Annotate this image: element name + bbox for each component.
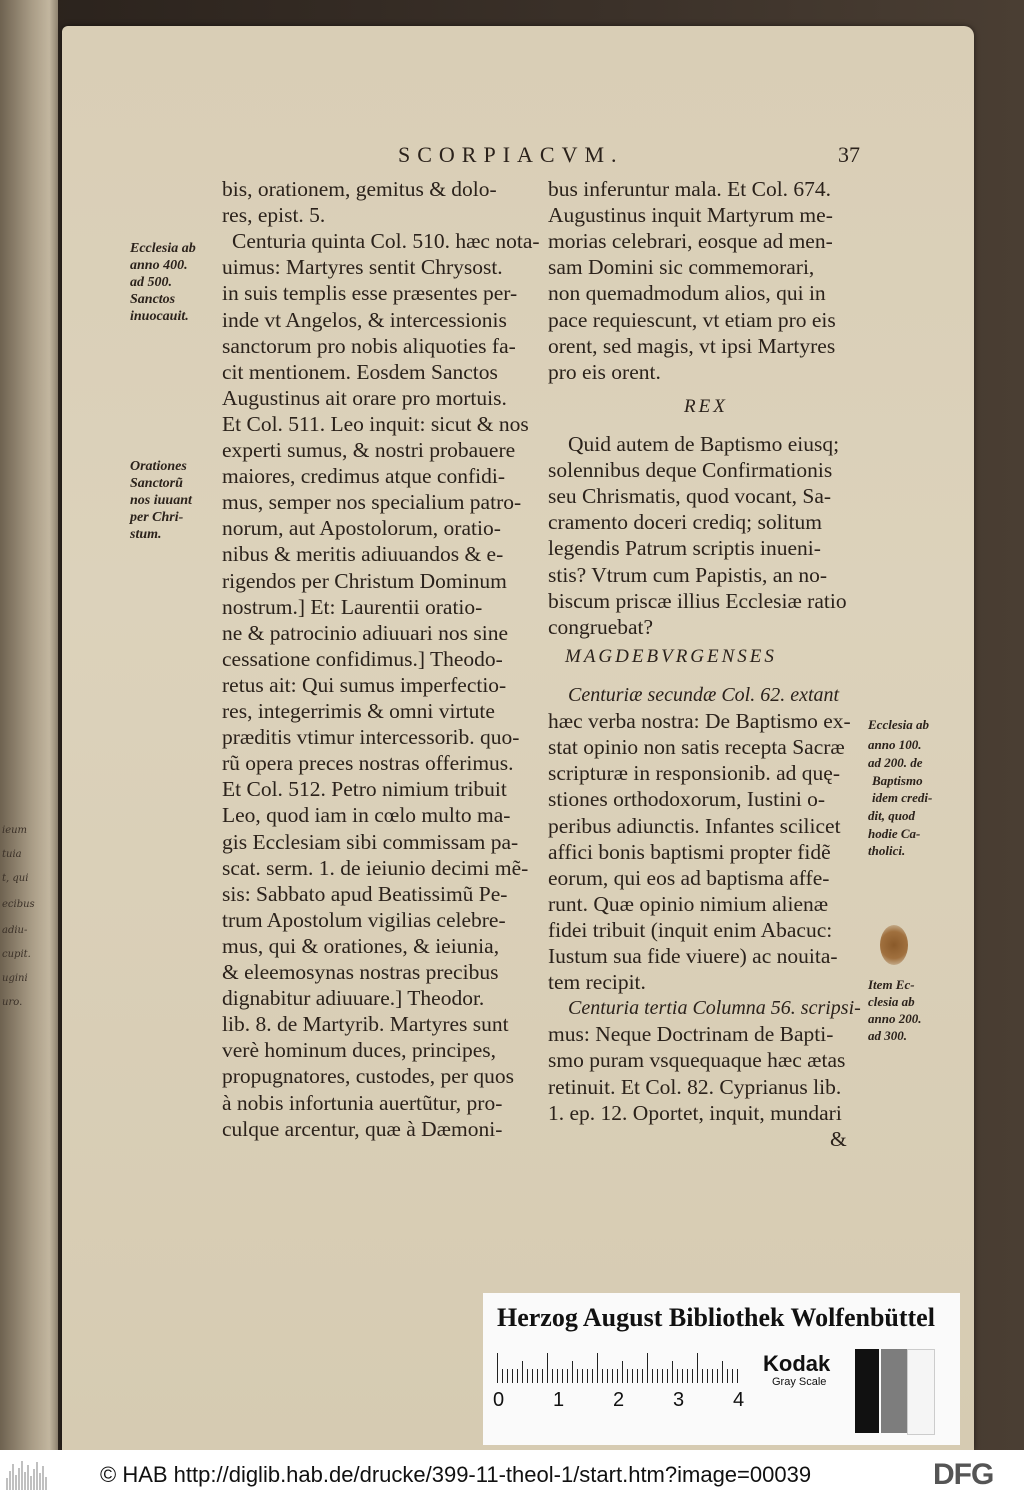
ruler-tick	[562, 1369, 563, 1383]
text-line: verè hominum duces, principes,	[222, 1038, 497, 1063]
text-line: sanctorum pro nobis aliquoties fa-	[222, 333, 516, 358]
margin-note: tholici.	[868, 843, 906, 858]
kodak-logo: Kodak	[763, 1351, 831, 1376]
text-line: rũ opera preces nostras offerimus.	[222, 751, 514, 776]
text-line: præditis vtimur intercessorib. quo-	[222, 725, 520, 750]
ruler-tick	[642, 1369, 643, 1383]
text-line: Centuriæ secundæ Col. 62. extant	[568, 684, 840, 706]
margin-note: nos iuuant	[130, 493, 192, 508]
text-line: affici bonis baptismi propter fidẽ	[548, 839, 831, 864]
text-line: Leo, quod iam in cœlo multo ma-	[222, 803, 511, 828]
footer-bar	[0, 1450, 1024, 1498]
text-line: gis Ecclesiam sibi commissam pa-	[222, 829, 519, 854]
ruler-number: 4	[733, 1389, 745, 1411]
margin-note: Sanctorũ	[130, 476, 183, 491]
gray-scale-label: Gray Scale	[772, 1376, 827, 1388]
barcode-bar	[39, 1473, 41, 1490]
text-line: Augustinus inquit Martyrum me-	[548, 203, 833, 228]
margin-note: inuocauit.	[130, 309, 189, 324]
text-line: Centuria tertia Columna 56. scripsi-	[568, 997, 861, 1020]
ruler-tick	[727, 1369, 728, 1383]
margin-note: Orationes	[130, 459, 187, 474]
ruler-tick	[637, 1369, 638, 1383]
barcode-bar	[18, 1468, 20, 1490]
barcode-bar	[24, 1472, 26, 1490]
text-line: Centuria quinta Col. 510. hæc nota-	[232, 229, 540, 254]
text-line: Augustinus ait orare pro mortuis.	[222, 385, 507, 410]
ruler-tick	[737, 1369, 738, 1383]
margin-note: anno 200.	[868, 1011, 922, 1026]
text-line: mus: Neque Doctrinam de Bapti-	[548, 1022, 834, 1047]
library-name: Herzog August Bibliothek Wolfenbüttel	[497, 1303, 935, 1332]
text-line: rigendos per Christum Dominum	[222, 568, 507, 593]
paper-stain	[880, 925, 908, 965]
margin-note: ad 200. de	[868, 755, 923, 770]
margin-note: stum.	[130, 527, 162, 542]
ruler-tick	[622, 1361, 623, 1383]
ruler-tick	[677, 1369, 678, 1383]
ruler-tick	[507, 1369, 508, 1383]
text-line: tem recipit.	[548, 970, 646, 995]
ruler-number: 0	[493, 1389, 505, 1411]
text-line: Et Col. 511. Leo inquit: sicut & nos	[222, 411, 529, 436]
text-line: seu Chrismatis, quod vocant, Sa-	[548, 484, 832, 509]
text-line: pro eis orent.	[548, 359, 661, 384]
barcode-bar	[33, 1469, 35, 1490]
text-line: & eleemosynas nostras precibus	[222, 960, 499, 984]
text-line: fidei tribuit (inquit enim Abacuc:	[548, 917, 833, 942]
text-line: retus ait: Qui sumus imperfectio-	[222, 672, 507, 697]
text-line: 1. ep. 12. Oportet, inquit, mundari	[548, 1100, 842, 1125]
text-line: in suis templis esse præsentes per-	[222, 281, 518, 306]
text-line: lib. 8. de Martyrib. Martyres sunt	[222, 1012, 509, 1037]
text-line: stiones orthodoxorum, Iustini o-	[548, 787, 826, 812]
text-line: ne & patrocinio adiuuari nos sine	[222, 620, 508, 645]
ruler-tick	[627, 1369, 628, 1383]
text-line: cessatione confidimus.] Theodo-	[222, 646, 503, 671]
ruler-tick	[547, 1353, 548, 1383]
text-line: bis, orationem, gemitus & dolo-	[222, 177, 497, 201]
ruler-tick	[572, 1361, 573, 1383]
ruler-tick	[707, 1369, 708, 1383]
text-line: runt. Quæ opinio nimium alienæ	[548, 891, 829, 916]
ruler-tick	[512, 1369, 513, 1383]
ruler-tick	[697, 1353, 698, 1383]
ruler-number: 3	[673, 1389, 685, 1411]
barcode-bar	[21, 1461, 23, 1490]
text-line: uimus: Martyres sentit Chrysost.	[222, 255, 503, 280]
magdeburgenses-heading: MAGDEBVRGENSES	[565, 646, 777, 667]
text-line: legendis Patrum scriptis inueni-	[548, 536, 821, 561]
text-line: nostrum.] Et: Laurentii oratio-	[222, 594, 483, 619]
margin-note: hodie Ca-	[868, 826, 921, 841]
ruler-tick	[557, 1369, 558, 1383]
text-line: cit mentionem. Eosdem Sanctos	[222, 359, 498, 384]
ruler-number: 1	[553, 1389, 565, 1411]
ruler-tick	[612, 1369, 613, 1383]
margin-note: clesia ab	[868, 994, 915, 1009]
barcode-bar	[15, 1475, 17, 1490]
text-line: norum, aut Apostolorum, oratio-	[222, 516, 501, 541]
ruler-tick	[672, 1361, 673, 1383]
text-line: res, epist. 5.	[222, 203, 326, 228]
text-line: culque arcentur, quæ à Dæmoni-	[222, 1116, 503, 1141]
text-line: maiores, credimus atque confidi-	[222, 464, 505, 489]
ruler-tick	[722, 1361, 723, 1383]
left-page-edge	[0, 0, 58, 1450]
text-line: bus inferuntur mala. Et Col. 674.	[548, 177, 832, 201]
page-number: 37	[838, 142, 860, 167]
text-line: dignabitur adiuuare.] Theodor.	[222, 986, 485, 1011]
text-line: inde vt Angelos, & intercessionis	[222, 307, 507, 332]
text-line: congruebat?	[548, 614, 654, 639]
left-page-fragment: t, qui	[2, 873, 29, 884]
barcode-bar	[36, 1462, 38, 1490]
ruler-tick	[617, 1369, 618, 1383]
text-line: &	[830, 1126, 847, 1151]
ruler-tick	[712, 1369, 713, 1383]
margin-note: ad 300.	[868, 1028, 907, 1043]
ruler-tick	[582, 1369, 583, 1383]
barcode-bar	[30, 1476, 32, 1490]
text-line: trum Apostolum vigilias celebre-	[222, 907, 506, 932]
text-line: scat. serm. 1. de ieiunio decimi mẽ-	[222, 855, 529, 880]
book-page	[62, 26, 974, 1450]
left-page-fragment: cupit.	[2, 949, 31, 960]
ruler-tick	[522, 1361, 523, 1383]
ruler-tick	[717, 1369, 718, 1383]
running-header: SCORPIACVM.	[398, 142, 624, 167]
left-page-fragment: ecibus	[2, 899, 35, 910]
ruler-tick	[587, 1369, 588, 1383]
ruler-tick	[532, 1369, 533, 1383]
text-line: hæc verba nostra: De Baptismo ex-	[548, 709, 851, 734]
scale-ruler	[497, 1345, 747, 1383]
ruler-tick	[692, 1369, 693, 1383]
barcode-bar	[9, 1471, 11, 1490]
text-line: nibus & meritis adiuuandos & e-	[222, 542, 504, 567]
ruler-tick	[687, 1369, 688, 1383]
text-line: à nobis infortunia auertũtur, pro-	[222, 1090, 503, 1115]
text-line: orent, sed magis, vt ipsi Martyres	[548, 333, 836, 358]
text-line: mus, qui & orationes, & ieiunia,	[222, 933, 500, 958]
rex-heading: REX	[684, 396, 728, 417]
gray-patch	[881, 1349, 907, 1433]
dfg-logo: DFG	[933, 1458, 994, 1491]
text-line: solennibus deque Confirmationis	[548, 458, 833, 483]
text-line: sam Domini sic commemorari,	[548, 255, 815, 280]
text-line: sis: Sabbato apud Beatissimũ Pe-	[222, 881, 508, 906]
ruler-tick	[667, 1369, 668, 1383]
ruler-tick	[632, 1369, 633, 1383]
margin-note: anno 100.	[868, 737, 922, 752]
ruler-tick	[497, 1353, 498, 1383]
ruler-tick	[602, 1369, 603, 1383]
ruler-tick	[537, 1369, 538, 1383]
ruler-tick	[597, 1353, 598, 1383]
copyright-link[interactable]: © HAB http://diglib.hab.de/drucke/399-11-theol-1/start.htm?image=00039	[100, 1462, 812, 1487]
text-line: pace requiescunt, vt etiam pro eis	[548, 307, 836, 332]
margin-note: Ecclesia ab	[868, 717, 930, 732]
text-line: experti sumus, & nostri probauere	[222, 438, 516, 462]
text-line: scripturæ in responsionib. ad quę-	[548, 761, 840, 786]
left-page-fragment: adiu-	[2, 925, 28, 936]
text-line: stis? Vtrum cum Papistis, an no-	[548, 562, 828, 587]
left-page-fragment: ieum	[2, 825, 28, 836]
ruler-tick	[567, 1369, 568, 1383]
text-line: peribus adiunctis. Infantes scilicet	[548, 813, 841, 838]
ruler-number: 2	[613, 1389, 625, 1411]
text-line: Et Col. 512. Petro nimium tribuit	[222, 777, 507, 802]
barcode-bar	[27, 1465, 29, 1490]
text-line: morias celebrari, eosque ad men-	[548, 229, 833, 254]
ruler-tick	[702, 1369, 703, 1383]
ruler-tick	[542, 1369, 543, 1383]
ruler-tick	[527, 1369, 528, 1383]
margin-note: anno 400.	[130, 258, 188, 273]
margin-note: idem credi-	[872, 790, 933, 805]
text-line: biscum priscæ illius Ecclesiæ ratio	[548, 588, 847, 613]
text-line: Quid autem de Baptismo eiusq;	[568, 432, 840, 456]
margin-note: Item Ec-	[868, 977, 915, 992]
left-page-fragment: tuia	[2, 849, 22, 860]
margin-note: dit, quod	[868, 808, 915, 823]
ruler-tick	[502, 1369, 503, 1383]
barcode-bar	[12, 1464, 14, 1490]
text-line: res, integerrimis & omni virtute	[222, 699, 495, 723]
ruler-tick	[682, 1369, 683, 1383]
text-line: eorum, qui eos ad baptisma affe-	[548, 865, 830, 890]
ruler-tick	[552, 1369, 553, 1383]
ruler-tick	[652, 1369, 653, 1383]
margin-note: Ecclesia ab	[130, 241, 196, 256]
barcode-bar	[6, 1478, 8, 1490]
text-line: stat opinio non satis recepta Sacræ	[548, 735, 845, 760]
text-line: propugnatores, custodes, per quos	[222, 1064, 514, 1089]
text-line: mus, semper nos specialium patro-	[222, 490, 522, 515]
ruler-tick	[662, 1369, 663, 1383]
text-line: non quemadmodum alios, qui in	[548, 281, 826, 306]
text-line: smo puram vsquequaque hæc ætas	[548, 1048, 846, 1073]
margin-note: per Chri-	[130, 510, 184, 525]
text-line: Iustum sua fide viuere) ac nouita-	[548, 944, 838, 968]
margin-note: Baptismo	[872, 773, 923, 788]
white-patch	[907, 1349, 935, 1435]
margin-note: Sanctos	[130, 292, 176, 307]
text-line: cramento doceri crediq; solitum	[548, 510, 823, 535]
ruler-tick	[657, 1369, 658, 1383]
left-page-fragment: ugini	[2, 973, 28, 984]
ruler-tick	[517, 1369, 518, 1383]
black-patch	[855, 1349, 879, 1433]
barcode-bar	[45, 1477, 47, 1490]
text-line: retinuit. Et Col. 82. Cyprianus lib.	[548, 1074, 842, 1099]
barcode-icon	[6, 1460, 50, 1490]
ruler-tick	[647, 1353, 648, 1383]
left-page-fragment: uro.	[2, 997, 23, 1008]
margin-note: ad 500.	[130, 275, 172, 290]
barcode-bar	[42, 1466, 44, 1490]
ruler-tick	[592, 1369, 593, 1383]
ruler-tick	[732, 1369, 733, 1383]
color-target-card	[483, 1293, 960, 1445]
ruler-tick	[577, 1369, 578, 1383]
ruler-tick	[607, 1369, 608, 1383]
